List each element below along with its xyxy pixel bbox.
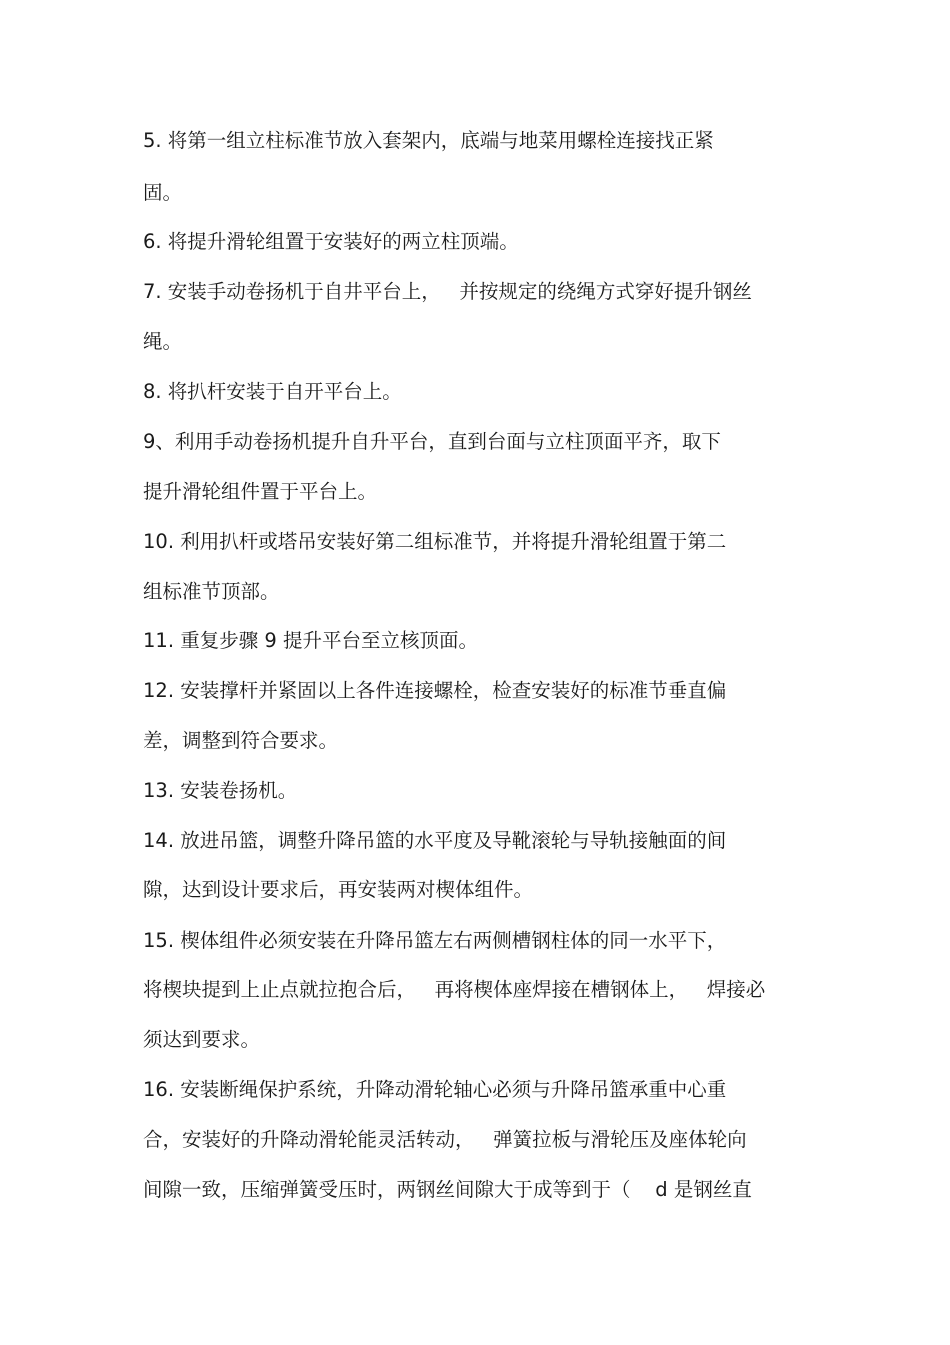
text-line: 合，安装好的升降动滑轮能灵活转动， 弹簧拉板与滑轮压及座体轮向 bbox=[143, 1128, 747, 1151]
text-line: 8. 将扒杆安装于自开平台上。 bbox=[143, 380, 402, 403]
text-line: 12. 安装撑杆并紧固以上各件连接螺栓，检查安装好的标准节垂直偏 bbox=[143, 679, 727, 702]
text-line: 6. 将提升滑轮组置于安装好的两立柱顶端。 bbox=[143, 230, 519, 253]
text-line: 16. 安装断绳保护系统，升降动滑轮轴心必须与升降吊篮承重中心重 bbox=[143, 1078, 727, 1101]
text-line: 9、利用手动卷扬机提升自升平台，直到台面与立柱顶面平齐，取下 bbox=[143, 430, 721, 453]
text-line: 11. 重复步骤 9 提升平台至立核顶面。 bbox=[143, 629, 479, 652]
text-line: 隙，达到设计要求后，再安装两对楔体组件。 bbox=[143, 878, 534, 901]
text-line: 7. 安装手动卷扬机于自井平台上， 并按规定的绕绳方式穿好提升钢丝 bbox=[143, 280, 752, 303]
text-line: 绳。 bbox=[143, 330, 183, 353]
text-line: 提升滑轮组件置于平台上。 bbox=[143, 480, 378, 503]
text-line: 15. 楔体组件必须安装在升降吊篮左右两侧槽钢柱体的同一水平下， bbox=[143, 929, 727, 952]
text-line: 5. 将第一组立柱标准节放入套架内，底端与地菜用螺栓连接找正紧 bbox=[143, 129, 714, 152]
text-line: 13. 安装卷扬机。 bbox=[143, 779, 298, 802]
text-line: 组标准节顶部。 bbox=[143, 580, 280, 603]
text-line: 间隙一致，压缩弹簧受压时，两钢丝间隙大于成等到于（ d 是钢丝直 bbox=[143, 1178, 752, 1201]
text-line: 差，调整到符合要求。 bbox=[143, 729, 339, 752]
text-line: 14. 放进吊篮，调整升降吊篮的水平度及导靴滚轮与导轨接触面的间 bbox=[143, 829, 727, 852]
text-line: 将楔块提到上止点就拉抱合后， 再将楔体座焊接在槽钢体上， 焊接必 bbox=[143, 978, 766, 1001]
text-line: 须达到要求。 bbox=[143, 1028, 261, 1051]
text-line: 固。 bbox=[143, 181, 183, 204]
text-line: 10. 利用扒杆或塔吊安装好第二组标准节，并将提升滑轮组置于第二 bbox=[143, 530, 727, 553]
